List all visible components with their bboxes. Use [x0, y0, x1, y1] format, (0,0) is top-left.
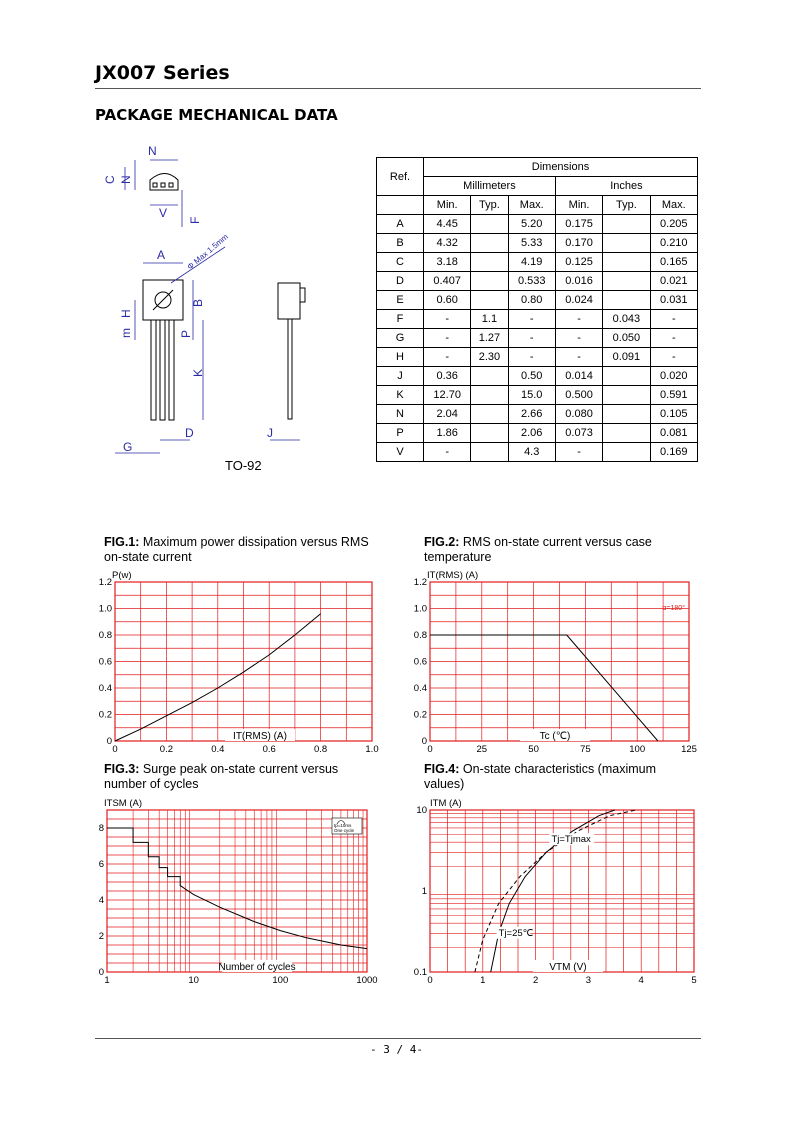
ref-cell: K	[377, 386, 424, 405]
table-row	[377, 215, 698, 234]
value-cell: -	[650, 310, 697, 329]
y-tick-label: 1.2	[413, 577, 427, 588]
value-cell	[603, 443, 650, 462]
value-cell: 2.66	[508, 405, 555, 424]
mm-header: Millimeters	[424, 177, 556, 196]
x-axis-label: Number of cycles	[218, 962, 296, 973]
value-cell: 4.3	[508, 443, 555, 462]
pkg-label-v: V	[159, 206, 168, 220]
top-view-pin-3	[169, 183, 173, 187]
value-cell	[471, 272, 508, 291]
value-cell: -	[508, 348, 555, 367]
value-cell: -	[424, 348, 471, 367]
series-label: Tj=25℃	[498, 927, 534, 939]
value-cell	[603, 367, 650, 386]
pkg-label-f: F	[188, 216, 202, 224]
value-cell	[471, 443, 508, 462]
ref-cell: V	[377, 443, 424, 462]
x-tick-label: 75	[580, 744, 591, 755]
pkg-label-n: N	[148, 144, 157, 158]
pkg-label-k: K	[191, 368, 205, 377]
lead-1	[151, 320, 156, 420]
value-cell: 0.080	[555, 405, 602, 424]
value-cell	[603, 253, 650, 272]
sub-header: Typ.	[603, 196, 650, 215]
fig1-chart	[85, 565, 395, 765]
side-view-body	[278, 283, 300, 319]
value-cell	[471, 253, 508, 272]
y-axis-label: IT(RMS) (A)	[427, 570, 479, 581]
y-axis-label: ITM (A)	[430, 798, 462, 809]
value-cell: 2.06	[508, 424, 555, 443]
value-cell: 15.0	[508, 386, 555, 405]
y-tick-label: 0	[421, 736, 427, 747]
x-tick-label: 0.6	[262, 744, 276, 755]
package-drawing	[95, 135, 375, 480]
sub-header: Max.	[650, 196, 697, 215]
x-tick-label: 0	[427, 744, 433, 755]
lead-3	[169, 320, 174, 420]
ref-cell: H	[377, 348, 424, 367]
ref-cell: P	[377, 424, 424, 443]
value-cell: 0.050	[603, 329, 650, 348]
y-tick-label: 0	[106, 736, 112, 747]
x-tick-label: 0	[112, 744, 118, 755]
value-cell: 0.591	[650, 386, 697, 405]
value-cell: 1.86	[424, 424, 471, 443]
y-tick-label: 10	[416, 805, 427, 816]
ref-cell: F	[377, 310, 424, 329]
fig4-caption: FIG.4: On-state characteristics (maximum values)	[424, 762, 657, 791]
legend-item: tp=10ms	[334, 823, 352, 828]
top-view-body	[150, 174, 178, 191]
x-tick-label: 50	[528, 744, 539, 755]
value-cell: 0.016	[555, 272, 602, 291]
value-cell: 0.407	[424, 272, 471, 291]
fig3-caption: FIG.3: Surge peak on-state current versus number of cycles	[104, 762, 339, 791]
ref-cell: D	[377, 272, 424, 291]
sub-header: Min.	[424, 196, 471, 215]
value-cell	[603, 405, 650, 424]
value-cell	[471, 234, 508, 253]
legend-item: One cycle	[334, 828, 355, 833]
value-cell: 0.165	[650, 253, 697, 272]
table-row	[377, 272, 698, 291]
x-tick-label: 4	[638, 975, 644, 986]
page-number: - 3 / 4-	[370, 1043, 423, 1056]
section-title: PACKAGE MECHANICAL DATA	[95, 106, 338, 124]
value-cell: 0.105	[650, 405, 697, 424]
y-tick-label: 0.8	[413, 630, 427, 641]
table-row	[377, 291, 698, 310]
fig4-chart	[405, 792, 705, 992]
y-tick-label: 0.1	[413, 967, 427, 978]
top-view-pin-1	[153, 183, 157, 187]
value-cell	[603, 386, 650, 405]
x-tick-label: 0.4	[211, 744, 225, 755]
x-tick-label: 0.8	[313, 744, 328, 755]
fig2-chart	[405, 565, 705, 765]
header-rule	[95, 88, 701, 89]
value-cell: 1.1	[471, 310, 508, 329]
value-cell: 5.20	[508, 215, 555, 234]
pkg-label-m: m	[119, 328, 133, 338]
x-tick-label: 1	[104, 975, 110, 986]
value-cell: 12.70	[424, 386, 471, 405]
x-axis-label: VTM (V)	[549, 962, 587, 973]
y-tick-label: 0.4	[98, 683, 112, 694]
value-cell: 0.024	[555, 291, 602, 310]
table-row	[377, 348, 698, 367]
value-cell: 1.27	[471, 329, 508, 348]
value-cell: 0.073	[555, 424, 602, 443]
value-cell: 2.04	[424, 405, 471, 424]
pkg-label-p: P	[179, 329, 193, 338]
table-row	[377, 424, 698, 443]
value-cell: 0.210	[650, 234, 697, 253]
value-cell: 0.014	[555, 367, 602, 386]
sub-header: Max.	[508, 196, 555, 215]
value-cell: 3.18	[424, 253, 471, 272]
lead-note: Φ Max 1.5mm	[185, 232, 230, 272]
sub-header: Min.	[555, 196, 602, 215]
value-cell: 0.125	[555, 253, 602, 272]
value-cell	[603, 215, 650, 234]
value-cell: 5.33	[508, 234, 555, 253]
fig2-caption: FIG.2: RMS on-state current versus case temperature	[424, 535, 652, 564]
lead-2	[160, 320, 165, 420]
y-tick-label: 0.2	[413, 709, 427, 721]
x-tick-label: 1	[480, 975, 486, 986]
pkg-label-d: D	[185, 426, 194, 440]
value-cell	[603, 234, 650, 253]
value-cell: 0.043	[603, 310, 650, 329]
value-cell: 4.19	[508, 253, 555, 272]
value-cell: 0.021	[650, 272, 697, 291]
value-cell	[471, 386, 508, 405]
x-tick-label: 5	[691, 975, 697, 986]
side-view-lead	[288, 319, 292, 419]
table-row	[377, 310, 698, 329]
value-cell: 4.32	[424, 234, 471, 253]
pkg-label-b: B	[191, 298, 205, 307]
x-axis-label: IT(RMS) (A)	[233, 731, 287, 742]
x-tick-label: 25	[476, 744, 488, 755]
y-tick-label: 1.0	[98, 603, 112, 615]
dimensions-table	[376, 157, 698, 462]
pkg-label-g: G	[123, 440, 133, 454]
value-cell	[603, 291, 650, 310]
value-cell: -	[508, 329, 555, 348]
value-cell: -	[555, 310, 602, 329]
x-tick-label: 125	[681, 744, 697, 755]
dimensions-header: Dimensions	[424, 158, 698, 177]
pkg-label-j: J	[267, 426, 273, 440]
value-cell: -	[424, 329, 471, 348]
value-cell: 0.169	[650, 443, 697, 462]
value-cell	[471, 367, 508, 386]
svg-text:N: N	[119, 175, 133, 184]
y-tick-label: 6	[98, 859, 104, 870]
fig3-chart	[85, 792, 395, 992]
y-tick-label: 0	[98, 967, 104, 978]
fig1-caption: FIG.1: Maximum power dissipation versus RMS on-state current	[104, 535, 369, 564]
value-cell	[603, 272, 650, 291]
y-tick-label: 1.0	[413, 603, 427, 615]
value-cell: -	[650, 329, 697, 348]
value-cell: 4.45	[424, 215, 471, 234]
value-cell: 0.60	[424, 291, 471, 310]
ref-cell: E	[377, 291, 424, 310]
value-cell	[471, 215, 508, 234]
sub-header: Typ.	[471, 196, 508, 215]
pkg-label-c: C	[103, 175, 117, 184]
pkg-label-a: A	[157, 248, 166, 262]
x-tick-label: 100	[629, 744, 646, 755]
y-axis-label: P(w)	[112, 570, 132, 581]
value-cell: 0.533	[508, 272, 555, 291]
x-axis-label: Tc (℃)	[539, 731, 571, 742]
y-tick-label: 0.4	[413, 683, 427, 694]
value-cell: -	[555, 348, 602, 367]
in-header: Inches	[555, 177, 697, 196]
y-tick-label: 1	[421, 886, 427, 897]
value-cell: -	[508, 310, 555, 329]
x-tick-label: 1000	[356, 975, 378, 986]
y-tick-label: 8	[98, 823, 104, 834]
value-cell: 0.36	[424, 367, 471, 386]
value-cell: 0.031	[650, 291, 697, 310]
value-cell: -	[424, 310, 471, 329]
x-tick-label: 10	[188, 975, 199, 986]
ref-cell: G	[377, 329, 424, 348]
value-cell: 0.081	[650, 424, 697, 443]
x-tick-label: 2	[532, 975, 539, 986]
ref-cell: C	[377, 253, 424, 272]
document-title: JX007 Series	[95, 62, 230, 84]
value-cell: -	[650, 348, 697, 367]
value-cell: 0.170	[555, 234, 602, 253]
value-cell: 0.205	[650, 215, 697, 234]
value-cell: 0.091	[603, 348, 650, 367]
x-tick-label: 1.0	[365, 744, 379, 755]
table-row	[377, 329, 698, 348]
y-tick-label: 0.8	[98, 630, 112, 641]
value-cell: -	[555, 329, 602, 348]
y-tick-label: 1.2	[98, 577, 112, 588]
ref-cell: J	[377, 367, 424, 386]
table-row	[377, 253, 698, 272]
ref-header: Ref.	[377, 158, 424, 196]
table-row	[377, 367, 698, 386]
value-cell: -	[424, 443, 471, 462]
y-tick-label: 2	[98, 931, 104, 942]
top-view-pin-2	[161, 183, 165, 187]
value-cell: 0.175	[555, 215, 602, 234]
table-row	[377, 443, 698, 462]
table-row	[377, 234, 698, 253]
y-tick-label: 0.6	[98, 656, 112, 668]
value-cell	[603, 424, 650, 443]
value-cell: 0.80	[508, 291, 555, 310]
x-tick-label: 0	[427, 975, 433, 986]
value-cell: 0.50	[508, 367, 555, 386]
value-cell: 0.020	[650, 367, 697, 386]
value-cell	[471, 291, 508, 310]
x-tick-label: 0.2	[159, 744, 174, 755]
chart-annotation: α=180°	[662, 605, 685, 612]
y-tick-label: 0.6	[413, 656, 427, 668]
pkg-label-h: H	[119, 309, 133, 318]
table-row	[377, 405, 698, 424]
ref-cell: A	[377, 215, 424, 234]
ref-cell: B	[377, 234, 424, 253]
y-tick-label: 4	[98, 895, 104, 906]
y-tick-label: 0.2	[98, 709, 112, 721]
package-name: TO-92	[225, 458, 262, 473]
value-cell: 2.30	[471, 348, 508, 367]
ref-cell: N	[377, 405, 424, 424]
value-cell: 0.500	[555, 386, 602, 405]
table-row	[377, 386, 698, 405]
x-tick-label: 3	[585, 975, 592, 986]
x-tick-label: 100	[272, 975, 289, 986]
series-label: Tj=Tjmax	[551, 834, 591, 846]
footer-rule	[95, 1038, 701, 1039]
value-cell: -	[555, 443, 602, 462]
y-axis-label: ITSM (A)	[104, 798, 142, 809]
value-cell	[471, 424, 508, 443]
value-cell	[471, 405, 508, 424]
